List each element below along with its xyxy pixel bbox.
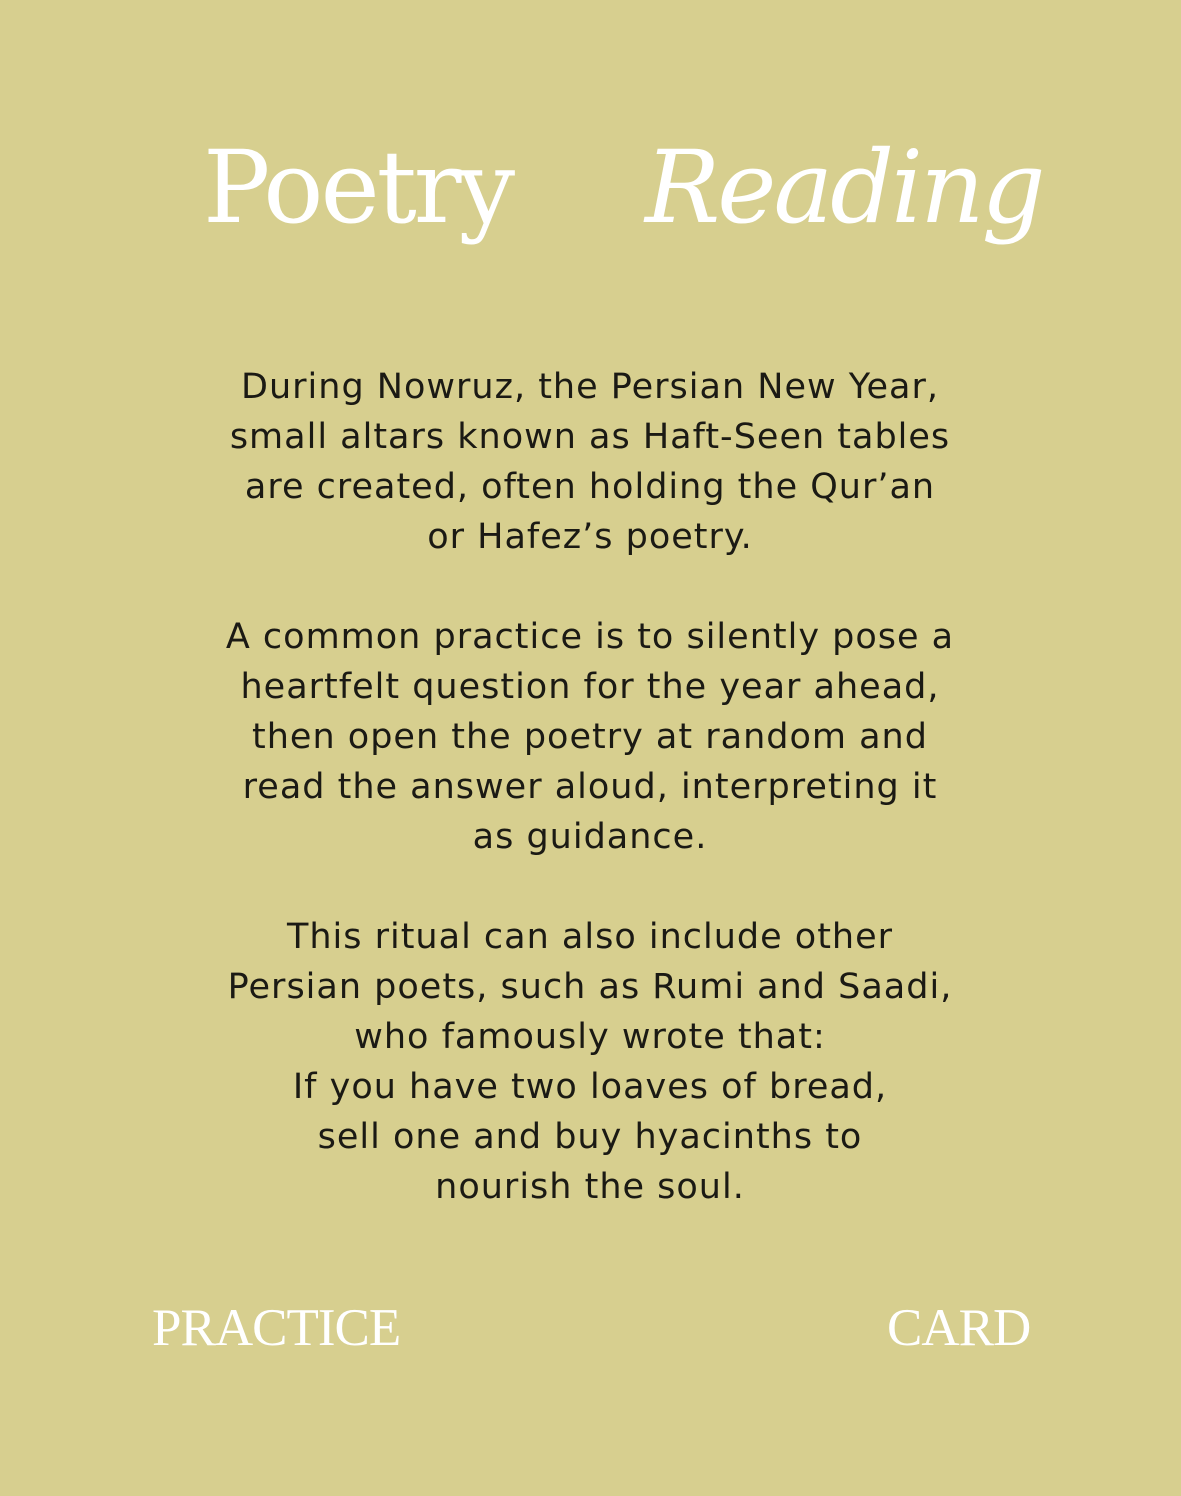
text-line: are created, often holding the Qur’an [244, 467, 936, 507]
text-line: heartfelt question for the year ahead, [240, 667, 940, 707]
text-line: If you have two loaves of bread, [292, 1067, 888, 1107]
footer-label-card: CARD [887, 1299, 1031, 1357]
text-line: or Hafez’s poetry. [427, 517, 753, 557]
paragraph-ritual [190, 912, 990, 1212]
text-line: who famously wrote that: [354, 1017, 826, 1057]
title-word-poetry: Poetry [203, 129, 513, 246]
text-line: read the answer aloud, interpreting it [242, 767, 938, 807]
text-line: Persian poets, such as Rumi and Saadi, [227, 967, 953, 1007]
card-body-text [190, 362, 990, 1262]
footer-label-practice: PRACTICE [152, 1299, 401, 1357]
text-line: During Nowruz, the Persian New Year, [241, 367, 939, 407]
text-line: as guidance. [472, 817, 708, 857]
title-word-reading: Reading [645, 129, 1043, 246]
text-line: A common practice is to silently pose a [225, 617, 955, 657]
paragraph-nowruz [190, 362, 990, 562]
text-line: This ritual can also include other [286, 917, 894, 957]
paragraph-practice [190, 612, 990, 862]
text-line: sell one and buy hyacinths to [317, 1117, 863, 1157]
text-line: then open the poetry at random and [252, 717, 928, 757]
text-line: nourish the soul. [435, 1167, 745, 1207]
text-line: small altars known as Haft-Seen tables [229, 417, 951, 457]
